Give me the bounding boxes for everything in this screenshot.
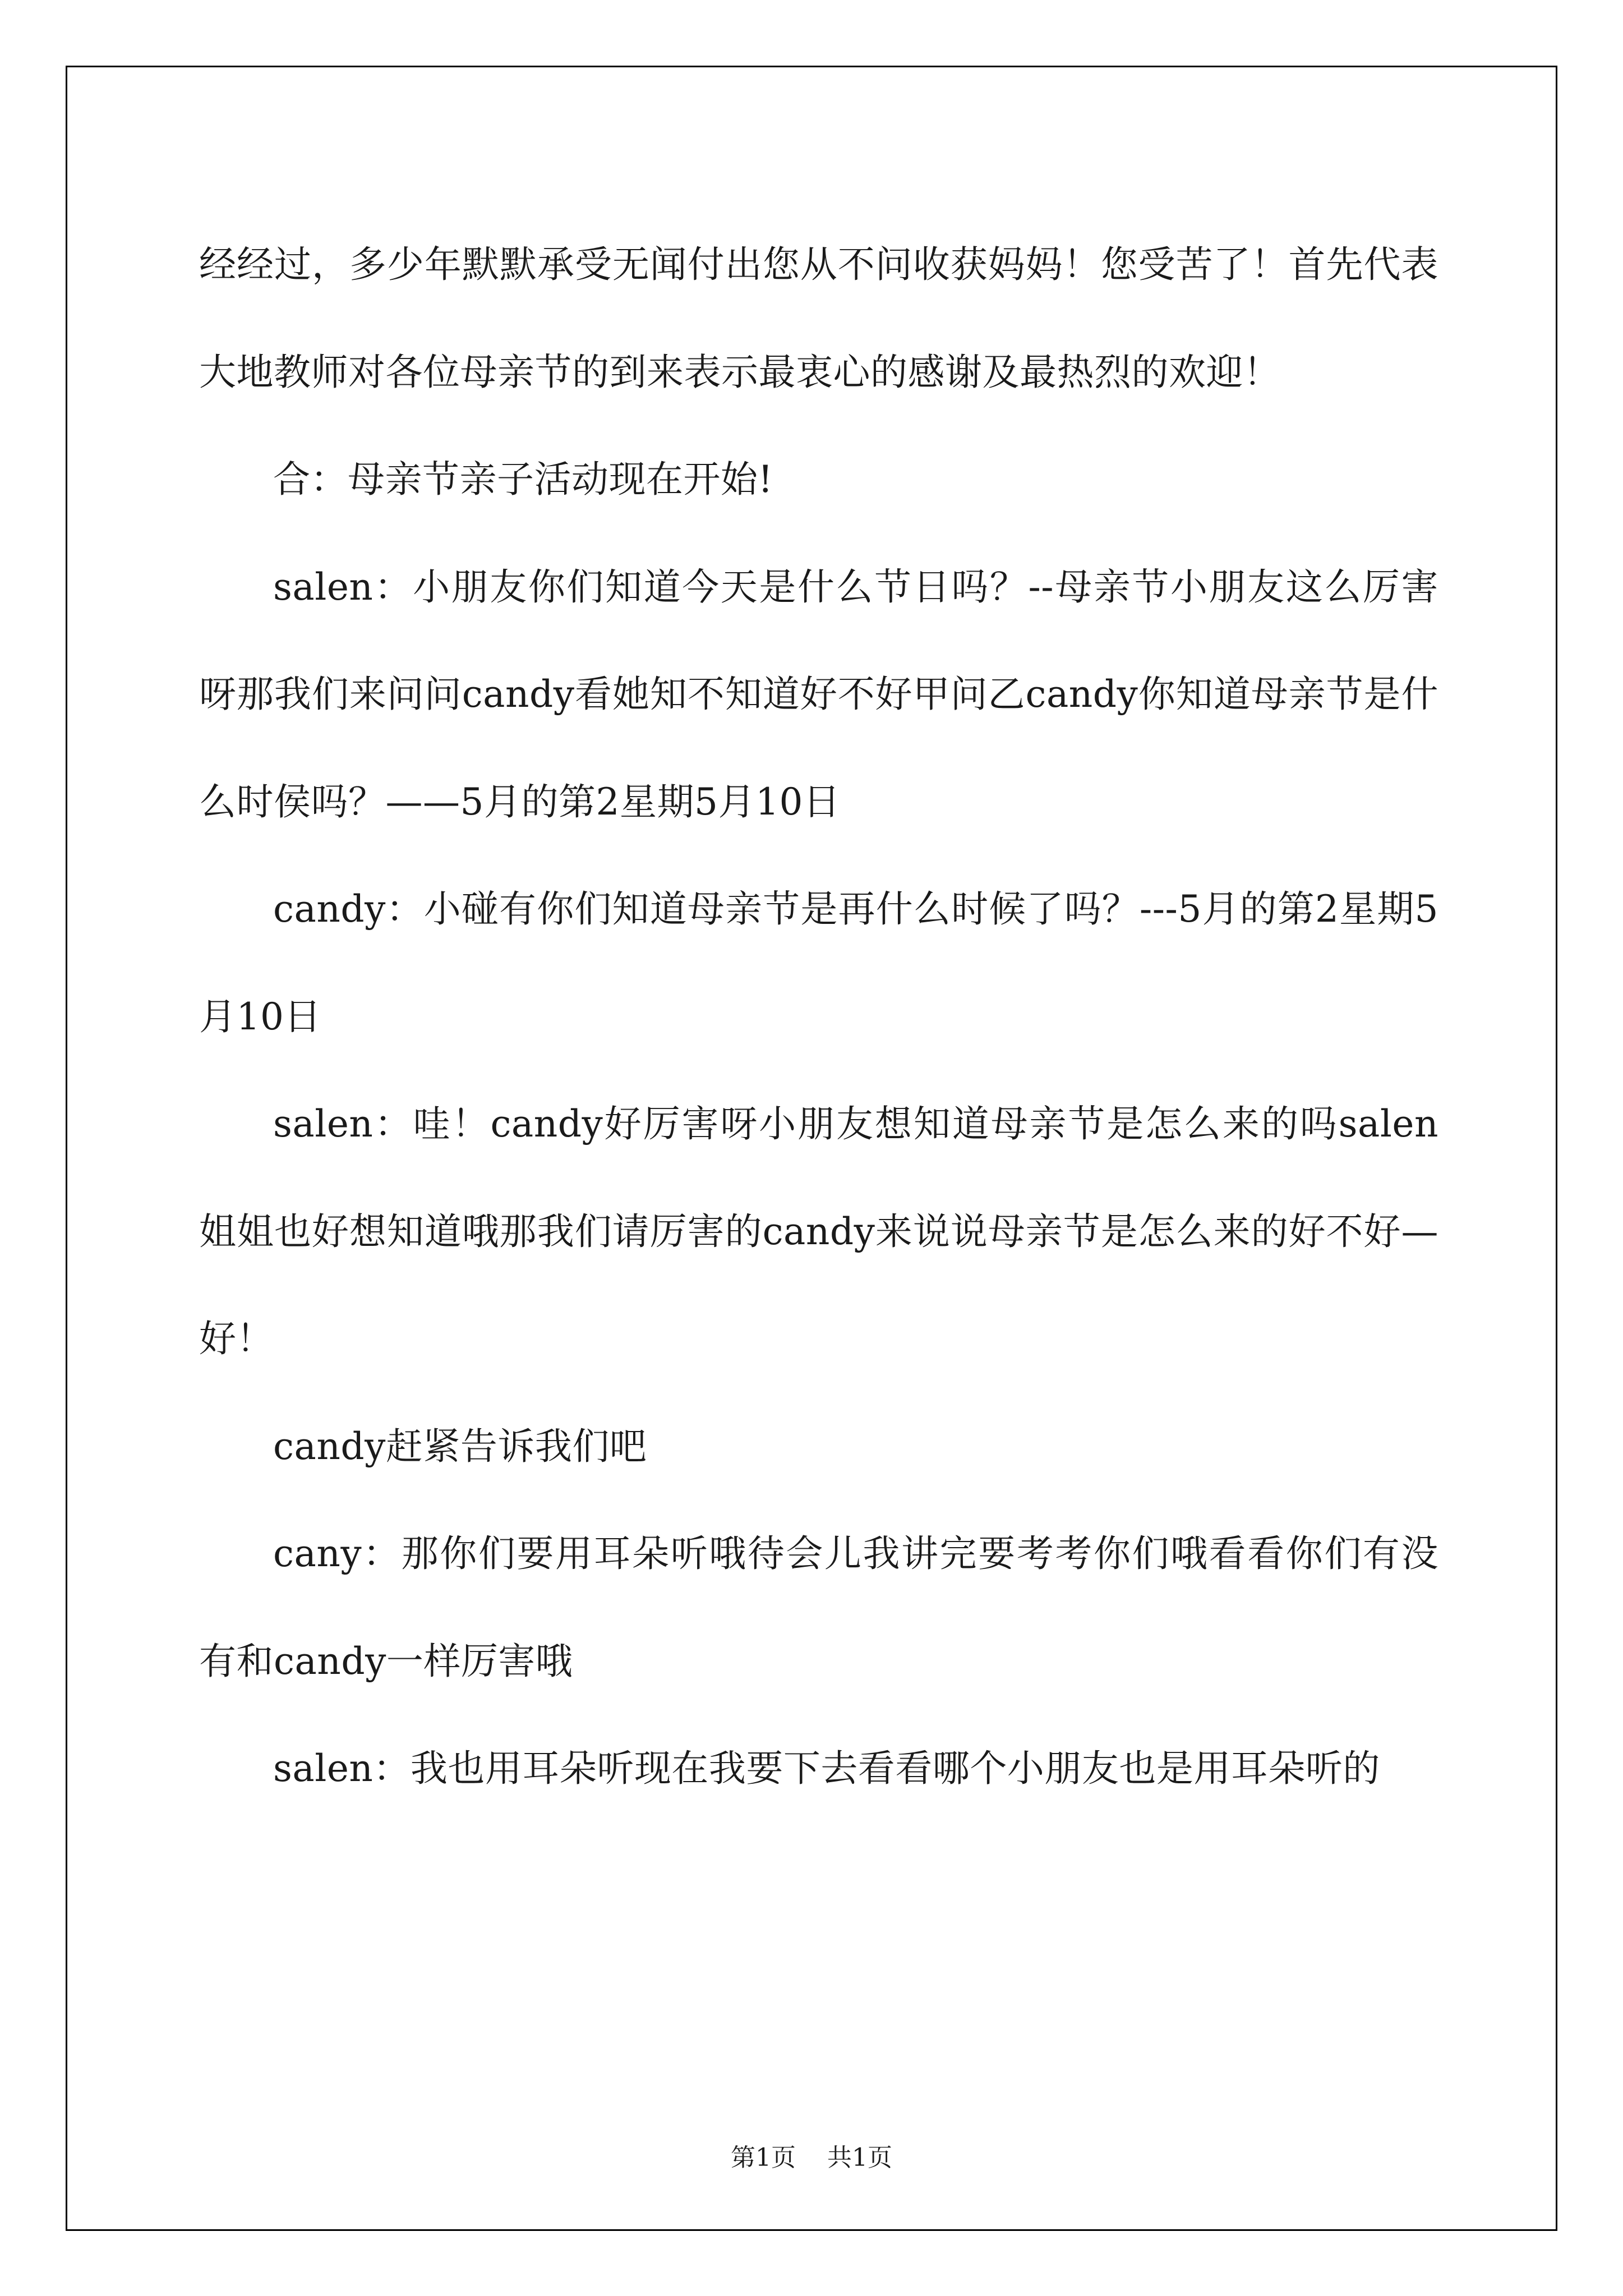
page-total: 共1页 <box>827 2143 892 2172</box>
paragraph-1: 经经过，多少年默默承受无闻付出您从不问收获妈妈！您受苦了！首先代表大地教师对各位母亲节的到来表示最衷心的感谢及最热烈的欢迎！ <box>199 243 1438 394</box>
paragraph-2: 合：母亲节亲子活动现在开始! <box>273 458 773 501</box>
document-body <box>199 211 1438 1823</box>
page-number: 第1页 <box>731 2143 796 2172</box>
paragraph-8: salen：我也用耳朵听现在我要下去看看哪个小朋友也是用耳朵听的 <box>273 1747 1380 1790</box>
paragraph-4: candy：小碰有你们知道母亲节是再什么时候了吗？---5月的第2星期5月10日 <box>199 887 1438 1038</box>
paragraph-7: cany：那你们要用耳朵听哦待会儿我讲完要考考你们哦看看你们有没有和candy一样厉害哦 <box>199 1532 1438 1683</box>
page-footer <box>0 2137 1623 2173</box>
paragraph-6: candy赶紧告诉我们吧 <box>273 1424 647 1468</box>
paragraph-5: salen：哇！candy好厉害呀小朋友想知道母亲节是怎么来的吗salen姐姐也好想知道哦那我们请厉害的candy来说说母亲节是怎么来的好不好—好！ <box>199 1102 1438 1360</box>
paragraph-3: salen：小朋友你们知道今天是什么节日吗？--母亲节小朋友这么厉害呀那我们来问问candy看她知不知道好不好甲问乙candy你知道母亲节是什么时侯吗？——5月的第2星期5月10日 <box>199 565 1438 823</box>
